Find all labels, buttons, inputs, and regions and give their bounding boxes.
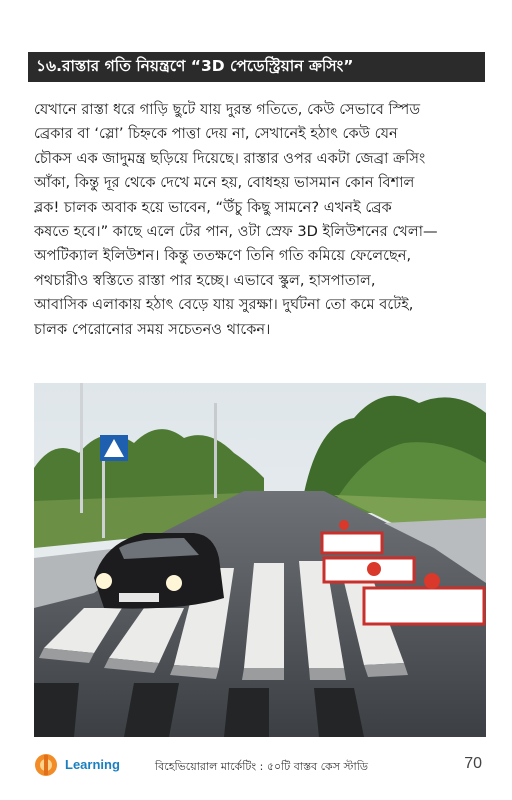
logo-text: Learning <box>65 757 120 772</box>
book-title: বিহেভিয়োরাল মার্কেটিং : ৫০টি বাস্তব কেস স্টাডি <box>155 760 368 773</box>
paragraph-line: ব্লক! চালক অবাক হয়ে ভাবেন, “উঁচু কিছু সামনে? এখনই ব্রেক <box>34 198 392 216</box>
paragraph-line: পথচারীও স্বস্তিতে রাস্তা পার হচ্ছে। এভাবে স্কুল, হাসপাতাল, <box>34 271 376 289</box>
paragraph-line: কষতে হবে।” কাছে এলে টের পান, ওটা স্রেফ 3D ইলিউশনের খেলা— <box>34 223 438 241</box>
paragraph-line: চালক পেরোনোর সময় সচেতনও থাকেন। <box>34 320 271 338</box>
section-heading-bar <box>28 52 485 82</box>
logo-icon <box>33 752 59 778</box>
paragraph-line: অপটিক্যাল ইলিউশন। কিন্তু ততক্ষণে তিনি গতি কমিয়ে ফেলেছেন, <box>34 247 412 265</box>
learning-logo <box>33 752 123 778</box>
paragraph-line: ব্রেকার বা ‘স্লো’ চিহ্নকে পাত্তা দেয় না, সেখানেই হঠাৎ কেউ যেন <box>34 125 398 143</box>
section-heading: ১৬.রাস্তার গতি নিয়ন্ত্রণে “3D পেডেস্ট্রিয়ান ক্রসিং” <box>36 57 354 75</box>
crossing-photo <box>34 383 486 737</box>
paragraph-line: আবাসিক এলাকায় হঠাৎ বেড়ে যায় সুরক্ষা। দুর্ঘটনা তো কমে বটেই, <box>34 296 414 314</box>
page-number: 70 <box>464 755 482 772</box>
paragraph-line: চৌকস এক জাদুমন্ত্র ছড়িয়ে দিয়েছে। রাস্তার ওপর একটা জেব্রা ক্রসিং <box>34 149 426 167</box>
paragraph-line: আঁকা, কিন্তু দূর থেকে দেখে মনে হয়, বোধহয় ভাসমান কোন বিশাল <box>34 174 415 192</box>
body-paragraph <box>34 98 486 342</box>
page-footer <box>0 748 512 788</box>
paragraph-line: যেখানে রাস্তা ধরে গাড়ি ছুটে যায় দুরন্ত গতিতে, কেউ সেভাবে স্পিড <box>34 101 421 118</box>
